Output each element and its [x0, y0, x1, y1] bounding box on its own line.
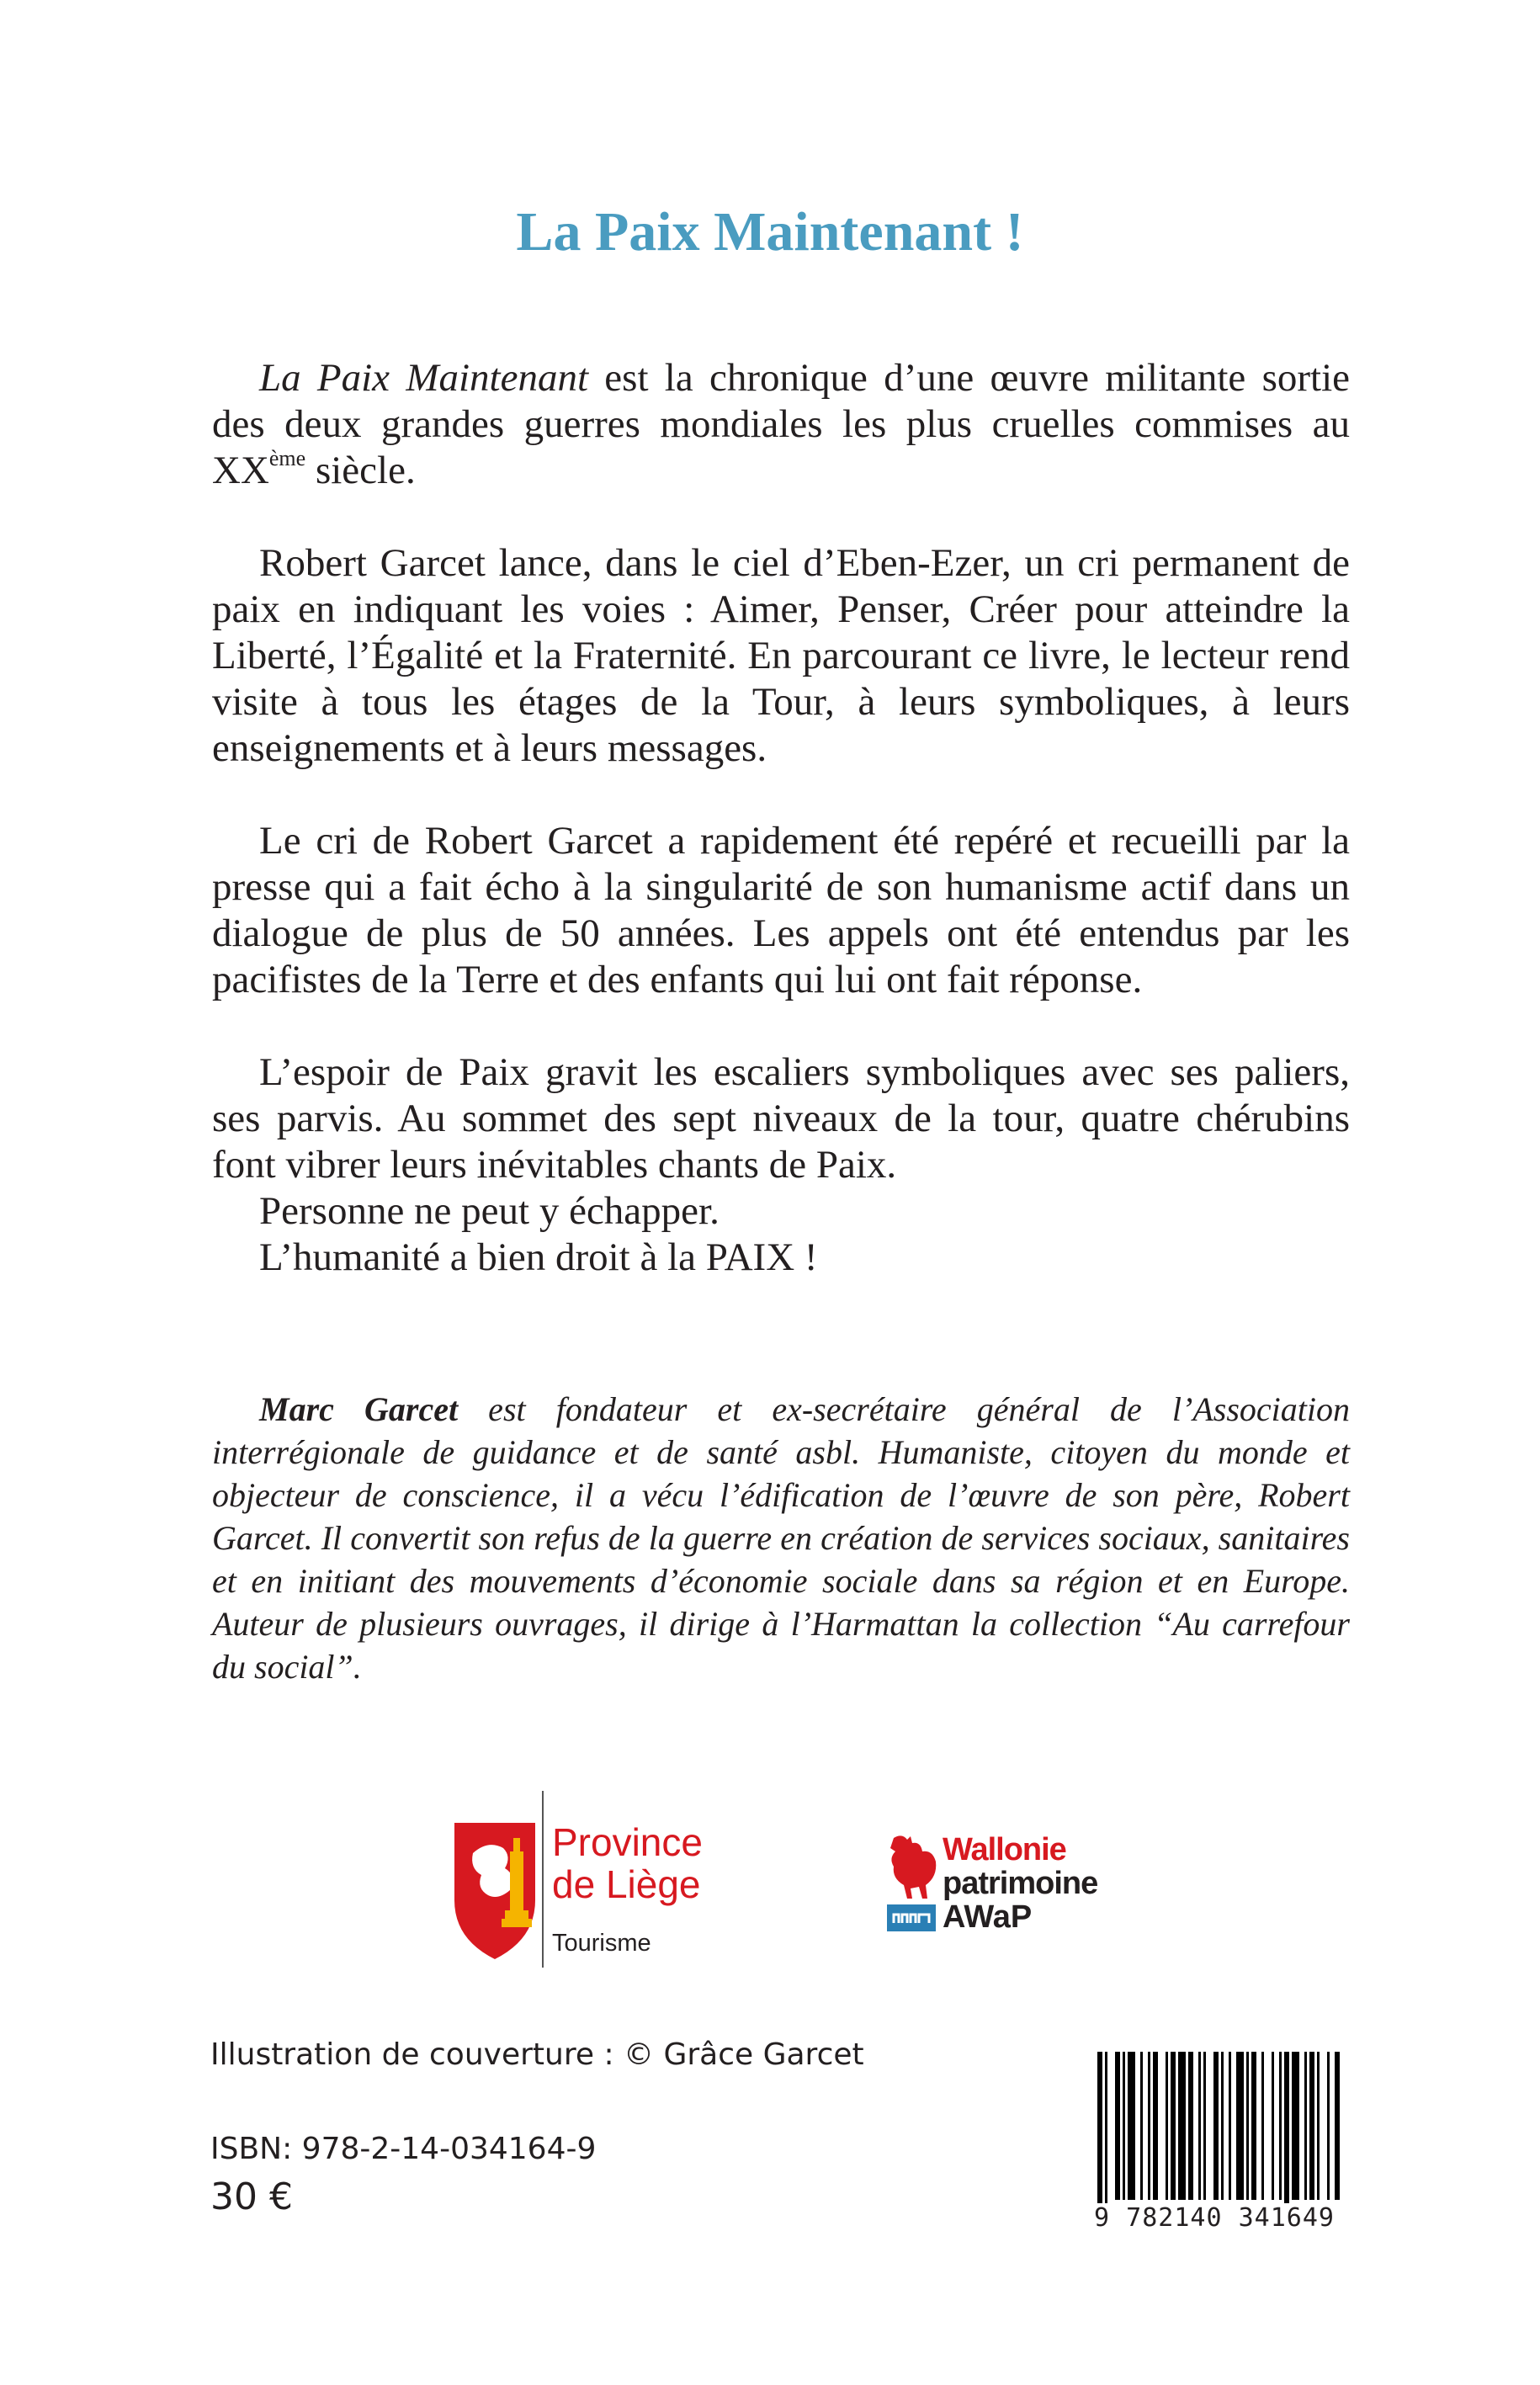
- barcode-bar: [1251, 2052, 1256, 2200]
- barcode-bar: [1317, 2052, 1320, 2200]
- summary-paragraph-1: [212, 355, 1350, 494]
- barcode-bar: [1097, 2052, 1102, 2203]
- summary-paragraph-6: L’humanité a bien droit à la PAIX !: [259, 1235, 818, 1279]
- wallonie-name: Wallonie: [943, 1832, 1066, 1867]
- liege-line-1: Province: [552, 1820, 703, 1864]
- barcode-icon: [1079, 2052, 1350, 2203]
- province-liege-logo: [451, 1791, 720, 1968]
- barcode-bar: [1272, 2052, 1274, 2200]
- barcode-bar: [1246, 2052, 1249, 2200]
- barcode-bar: [1123, 2052, 1125, 2200]
- summary-paragraph-5: Personne ne peut y échapper.: [259, 1189, 720, 1233]
- barcode-bar: [1327, 2052, 1330, 2200]
- wallonie-patrimoine: patrimoine: [943, 1866, 1098, 1901]
- barcode: [1079, 2052, 1350, 2235]
- barcode-bar: [1236, 2052, 1244, 2200]
- barcode-bar: [1115, 2052, 1120, 2200]
- barcode-bar: [1178, 2052, 1186, 2200]
- summary-text: [212, 355, 1350, 1281]
- liege-tourisme: Tourisme: [552, 1930, 651, 1957]
- barcode-bar: [1188, 2052, 1193, 2200]
- barcode-bar: [1171, 2052, 1176, 2200]
- barcode-bar: [1309, 2052, 1314, 2200]
- summary-p1-text: est la chronique d’une œuvre militante sortie des deux grandes guerres mondiales les plus cruelles commises au XX: [212, 356, 1350, 492]
- author-name: Marc Garcet: [259, 1390, 459, 1428]
- barcode-bar: [1221, 2052, 1224, 2200]
- awap-name: AWaP: [943, 1899, 1033, 1935]
- barcode-bar: [1292, 2052, 1299, 2200]
- barcode-bar: [1203, 2052, 1206, 2200]
- barcode-bar: [1335, 2052, 1340, 2200]
- liege-shield-icon: [451, 1819, 539, 1963]
- barcode-bar: [1140, 2052, 1143, 2200]
- barcode-bar: [1105, 2052, 1107, 2203]
- wallonie-patrimoine-logo: [885, 1833, 1138, 1934]
- barcode-bar: [1261, 2052, 1264, 2200]
- barcode-bar: [1213, 2052, 1219, 2200]
- barcode-bar: [1229, 2052, 1231, 2200]
- book-title: La Paix Maintenant !: [516, 201, 1024, 263]
- summary-paragraph-4: L’espoir de Paix gravit les escaliers symboliques avec ses paliers, ses parvis. Au sommet des sept niveaux de la tour, quatre chérubins font vibrer leurs inévitables chants de Paix.: [212, 1050, 1350, 1187]
- book-title-italic: La Paix Maintenant: [259, 356, 589, 400]
- awap-badge-icon: [887, 1904, 936, 1931]
- summary-p1-end: siècle.: [305, 449, 416, 492]
- barcode-bar: [1128, 2052, 1135, 2200]
- barcode-bar: [1153, 2052, 1158, 2200]
- isbn: ISBN: 978-2-14-034164-9: [210, 2132, 597, 2166]
- author-bio: [212, 1388, 1350, 1688]
- price: 30 €: [210, 2175, 293, 2218]
- liege-logo-divider: [542, 1791, 544, 1968]
- barcode-bar: [1166, 2052, 1168, 2200]
- summary-paragraph-2: Robert Garcet lance, dans le ciel d’Eben-Ezer, un cri permanent de paix en indiquant les voies : Aimer, Penser, Créer pour atteindre la Liberté, l’Égalité et la Fraternité. En parcourant ce livre, le lecteur rend visite à tous les étages de la Tour, à leurs symboliques, à leurs enseignements et à leurs messages.: [212, 541, 1350, 770]
- liege-name: [552, 1821, 703, 1905]
- century-superscript: ème: [268, 446, 306, 471]
- barcode-bar: [1304, 2052, 1307, 2200]
- barcode-bar: [1279, 2052, 1282, 2200]
- cover-illustration-credit: Illustration de couverture : © Grâce Garcet: [210, 2037, 864, 2072]
- barcode-bar: [1198, 2052, 1201, 2200]
- barcode-bar: [1148, 2052, 1150, 2200]
- author-bio-text: est fondateur et ex-secrétaire général de l’Association interrégionale de guidance et de santé asbl. Humaniste, citoyen du monde et objecteur de conscience, il a vécu l’édification de l’œuvre de son père, Robert Garcet. Il convertit son refus de la guerre en création de services sociaux, sanitaires et en initiant des mouvements d’économie sociale dans sa région et en Europe. Auteur de plusieurs ouvrages, il dirige à l’Harmattan la collection “Au carrefour du social”.: [212, 1390, 1350, 1686]
- author-bio-paragraph: [212, 1388, 1350, 1688]
- liege-line-2: de Liège: [552, 1862, 701, 1906]
- barcode-digits: 9 782140 341649: [1094, 2203, 1335, 2233]
- summary-paragraph-3: Le cri de Robert Garcet a rapidement été repéré et recueilli par la presse qui a fait écho à la singularité de son humanisme actif dans un dialogue de plus de 50 années. Les appels ont été entendus par les pacifistes de la Terre et des enfants qui lui ont fait réponse.: [212, 819, 1350, 1001]
- barcode-bar: [1284, 2052, 1289, 2203]
- rooster-icon: [885, 1833, 939, 1902]
